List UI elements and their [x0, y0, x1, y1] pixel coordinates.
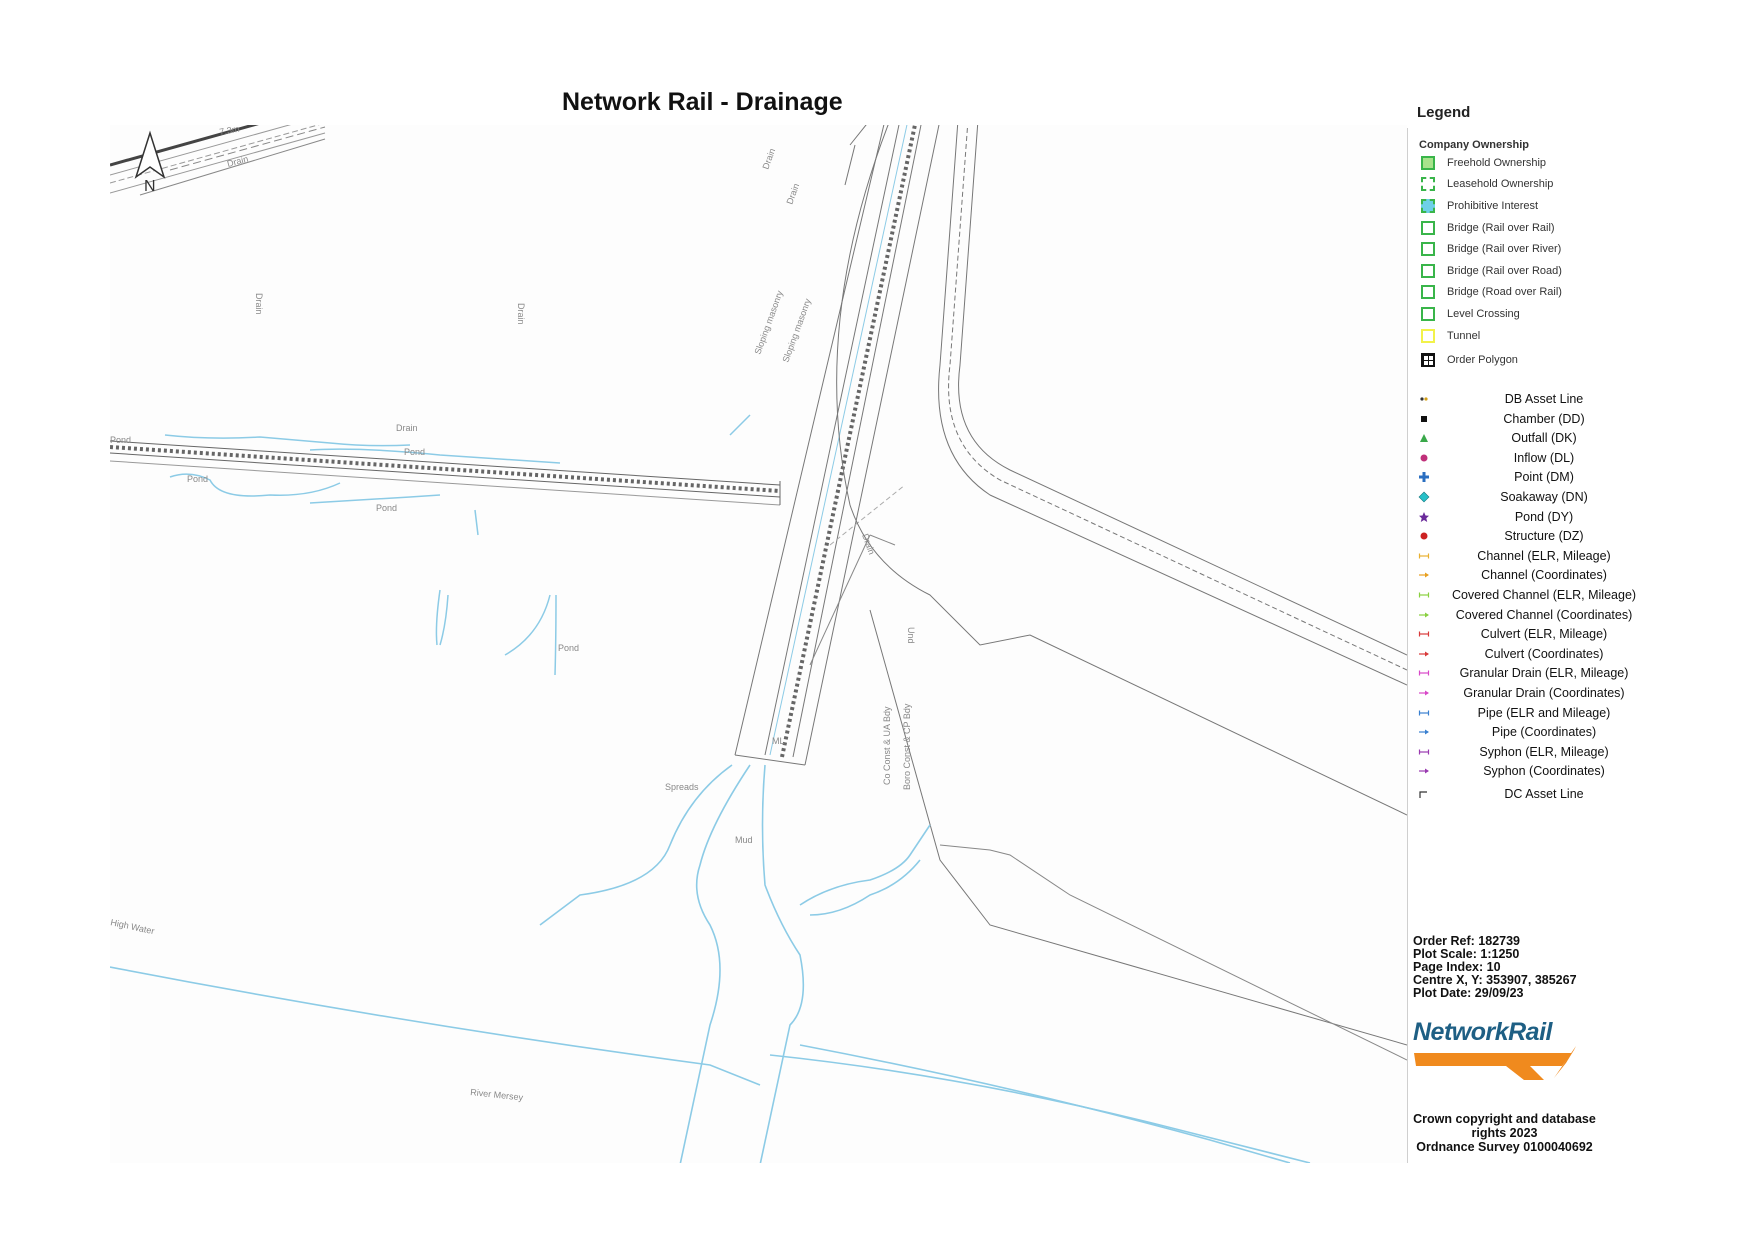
asset-label: Pond (DY)	[1514, 509, 1574, 524]
label-co-const: Co Const & UA Bdy	[882, 706, 892, 785]
label-drain-3: Drain	[516, 303, 526, 325]
ownership-heading: Company Ownership	[1419, 139, 1530, 151]
ownership-swatch-icon	[1421, 199, 1435, 213]
star-icon	[1418, 511, 1430, 523]
coord-line-icon	[1418, 648, 1430, 660]
asset-item	[1414, 450, 1654, 467]
asset-item	[1414, 705, 1654, 722]
ownership-swatch-icon	[1421, 264, 1435, 278]
plot-date: Plot Date: 29/09/23	[1413, 986, 1524, 1000]
ownership-swatch-icon	[1421, 329, 1435, 343]
asset-item	[1414, 744, 1654, 761]
label-sloping-1: Sloping masonry	[752, 289, 785, 356]
coord-line-icon	[1418, 687, 1430, 699]
asset-label: Granular Drain (ELR, Mileage)	[1459, 666, 1629, 681]
label-drain-5: Drain	[760, 147, 778, 171]
ownership-item	[1421, 198, 1538, 214]
logo-arrow-icon	[1412, 1018, 1582, 1086]
elr-line-icon	[1418, 550, 1430, 562]
asset-label: Inflow (DL)	[1513, 450, 1575, 465]
asset-label: Outfall (DK)	[1511, 431, 1577, 446]
asset-item	[1414, 528, 1654, 545]
elr-line-icon	[1418, 746, 1430, 758]
asset-label: Covered Channel (Coordinates)	[1455, 607, 1633, 622]
ownership-item	[1421, 263, 1562, 279]
railway-main	[735, 125, 940, 765]
ownership-swatch-icon	[1421, 221, 1435, 235]
asset-label: Structure (DZ)	[1504, 529, 1584, 544]
ownership-item	[1421, 352, 1518, 368]
ownership-label: Tunnel	[1447, 330, 1481, 342]
db-asset-line-icon	[1418, 393, 1430, 405]
ownership-swatch-icon	[1421, 177, 1435, 191]
label-spreads: Spreads	[665, 782, 699, 792]
asset-label: DB Asset Line	[1504, 392, 1584, 406]
label-drain-6: Drain	[784, 182, 802, 206]
triangle-icon	[1418, 432, 1430, 444]
ownership-swatch-icon	[1421, 242, 1435, 256]
ownership-label: Bridge (Rail over River)	[1447, 243, 1562, 255]
order-ref: Order Ref: 182739	[1413, 934, 1521, 948]
river-channel	[110, 765, 1310, 1163]
elr-line-icon	[1418, 628, 1430, 640]
scale-label: 7.3m	[218, 125, 241, 137]
ownership-label: Freehold Ownership	[1447, 157, 1547, 169]
label-mud: Mud	[735, 835, 753, 845]
asset-item	[1414, 509, 1654, 526]
label-drain-2: Drain	[254, 293, 264, 315]
legend-divider	[1407, 128, 1408, 1163]
asset-label: Chamber (DD)	[1503, 411, 1585, 426]
asset-item	[1414, 430, 1654, 447]
asset-label: DC Asset Line	[1504, 787, 1584, 801]
label-boro-const: Boro Const & CP Bdy	[902, 703, 912, 790]
logo-text: NetworkRail	[1413, 1018, 1552, 1046]
circle-icon	[1418, 452, 1430, 464]
label-pond-1: Pond	[110, 435, 132, 445]
asset-label: Covered Channel (ELR, Mileage)	[1451, 588, 1637, 602]
asset-label: Channel (Coordinates)	[1481, 568, 1607, 583]
ownership-item	[1421, 284, 1562, 300]
ownership-label: Bridge (Road over Rail)	[1447, 286, 1562, 298]
coord-line-icon	[1418, 726, 1430, 738]
diamond-icon	[1418, 491, 1430, 503]
ownership-swatch-icon	[1421, 353, 1435, 367]
asset-label: Channel (ELR, Mileage)	[1477, 548, 1611, 563]
asset-item	[1414, 489, 1654, 506]
asset-item	[1414, 391, 1654, 408]
label-drain-7: Drain	[860, 532, 877, 556]
label-sloping-2: Sloping masonry	[780, 297, 813, 364]
asset-item	[1414, 646, 1654, 663]
elr-line-icon	[1418, 707, 1430, 719]
copyright-line-2: Ordnance Survey 0100040692	[1416, 1140, 1593, 1154]
asset-item	[1414, 469, 1654, 486]
cross-icon	[1418, 471, 1430, 483]
map-canvas[interactable]	[110, 125, 1407, 1163]
copyright	[1412, 1112, 1597, 1154]
ownership-swatch-icon	[1421, 307, 1435, 321]
label-pond-4: Pond	[376, 503, 398, 513]
label-river: River Mersey	[469, 1087, 524, 1103]
ownership-label: Bridge (Rail over Road)	[1447, 265, 1562, 277]
ownership-item	[1421, 176, 1553, 192]
asset-item	[1414, 786, 1654, 803]
dc-asset-line-icon	[1418, 788, 1430, 800]
asset-item	[1414, 607, 1654, 624]
asset-label: Granular Drain (Coordinates)	[1463, 686, 1625, 700]
asset-item	[1414, 587, 1654, 604]
coord-line-icon	[1418, 609, 1430, 621]
plot-info	[1413, 935, 1577, 1000]
coord-line-icon	[1418, 765, 1430, 777]
ownership-item	[1421, 306, 1520, 322]
asset-label: Culvert (Coordinates)	[1484, 646, 1604, 661]
ownership-label: Prohibitive Interest	[1447, 200, 1539, 212]
asset-item	[1414, 567, 1654, 584]
page-index: Page Index: 10	[1413, 960, 1501, 974]
ownership-label: Level Crossing	[1447, 308, 1520, 320]
ownership-item	[1421, 155, 1546, 171]
asset-item	[1414, 685, 1654, 702]
label-high-water: High Water	[110, 917, 156, 937]
square-icon	[1418, 413, 1430, 425]
asset-label: Syphon (ELR, Mileage)	[1479, 744, 1609, 759]
legend-title: Legend	[1417, 104, 1471, 121]
ownership-item	[1421, 328, 1480, 344]
label-ml: ML	[772, 736, 785, 746]
track-west	[110, 441, 780, 505]
asset-label: Pipe (ELR and Mileage)	[1477, 705, 1611, 720]
label-pond-2: Pond	[404, 447, 426, 457]
asset-item	[1414, 411, 1654, 428]
label-und: Und	[906, 627, 916, 644]
ownership-swatch-icon	[1421, 156, 1435, 170]
asset-item	[1414, 665, 1654, 682]
plot-scale: Plot Scale: 1:1250	[1413, 947, 1520, 961]
asset-item	[1414, 763, 1654, 780]
north-arrow-icon	[136, 133, 164, 177]
asset-item	[1414, 548, 1654, 565]
elr-line-icon	[1418, 667, 1430, 679]
asset-item	[1414, 724, 1654, 741]
water-features	[165, 415, 750, 675]
label-drain-1: Drain	[225, 153, 250, 169]
coord-line-icon	[1418, 569, 1430, 581]
ownership-label: Leasehold Ownership	[1447, 178, 1554, 190]
asset-label: Point (DM)	[1514, 470, 1574, 485]
label-pond-5: Pond	[558, 643, 580, 653]
ownership-swatch-icon	[1421, 285, 1435, 299]
network-rail-logo	[1412, 1018, 1582, 1086]
copyright-line-1: Crown copyright and database rights 2023	[1413, 1112, 1596, 1140]
map-title: Network Rail - Drainage	[562, 88, 843, 116]
road-east	[810, 125, 1407, 1060]
map-drawing	[110, 125, 1407, 1163]
ownership-item	[1421, 241, 1561, 257]
centre-coords: Centre X, Y: 353907, 385267	[1413, 973, 1577, 987]
ownership-label: Order Polygon	[1447, 354, 1518, 366]
asset-label: Soakaway (DN)	[1500, 490, 1588, 504]
asset-label: Culvert (ELR, Mileage)	[1480, 627, 1608, 642]
asset-item	[1414, 626, 1654, 643]
elr-line-icon	[1418, 589, 1430, 601]
asset-label: Pipe (Coordinates)	[1491, 725, 1597, 740]
label-pond-3: Pond	[187, 474, 209, 484]
asset-label: Syphon (Coordinates)	[1483, 764, 1605, 779]
label-drain-4: Drain	[396, 423, 418, 433]
ownership-label: Bridge (Rail over Rail)	[1447, 222, 1555, 234]
circle-icon	[1418, 530, 1430, 542]
ownership-item	[1421, 220, 1555, 236]
north-label: N	[144, 178, 156, 195]
